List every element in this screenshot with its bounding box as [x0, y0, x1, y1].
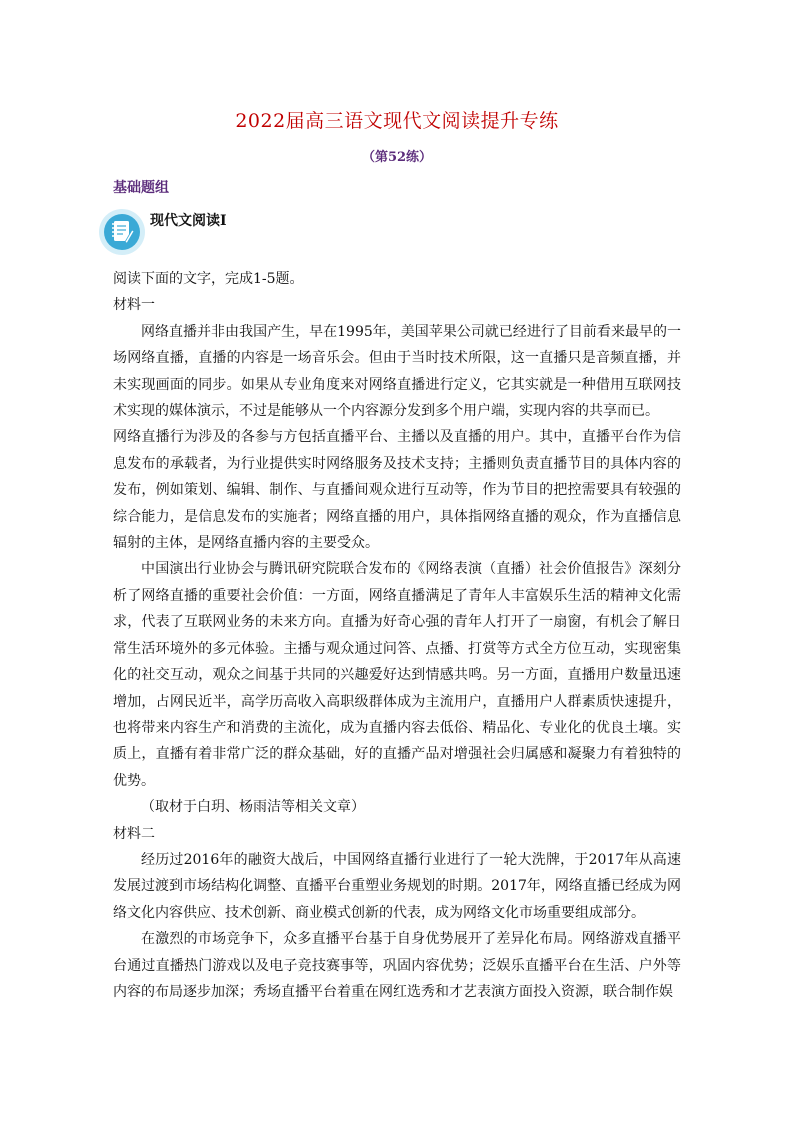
notebook-pen-icon	[98, 208, 146, 256]
paragraph: 中国演出行业协会与腾讯研究院联合发布的《网络表演（直播）社会价值报告》深刻分析了网络直播的重要社会价值：一方面，网络直播满足了青年人丰富娱乐生活的精神文化需求，代表了互联网业务的未来方向。直播为好奇心强的青年人打开了一扇窗，有机会了解日常生活环境外的多元体验。主播与观众通过问答、点播、打赏等方式全方位互动，实现密集化的社交互动，观众之间基于共同的兴趣爱好达到情感共鸣。另一方面，直播用户数量迅速增加，占网民近半，高学历高收入高职级群体成为主流用户，直播用户人群素质快速提升，也将带来内容生产和消费的主流化，成为直播内容去低俗、精品化、专业化的优良土壤。实质上，直播有着非常广泛的群众基础，好的直播产品对增强社会归属感和凝聚力有着独特的优势。	[113, 561, 681, 789]
paragraph: 网络直播并非由我国产生，早在1995年，美国苹果公司就已经进行了目前看来最早的一场网络直播，直播的内容是一场音乐会。但由于当时技术所限，这一直播只是音频直播，并未实现画面的同步。如果从专业角度来对网络直播进行定义，它其实就是一种借用互联网技术实现的媒体演示，不过是能够从一个内容源分发到多个用户端，实现内容的共享而已。	[113, 323, 681, 420]
article-body	[113, 266, 681, 1005]
material-label: 材料二	[113, 825, 155, 842]
page-subtitle: （第52练）	[361, 150, 433, 165]
paragraph: 经历过2016年的融资大战后，中国网络直播行业进行了一轮大洗牌，于2017年从高速发展过渡到市场结构化调整、直播平台重塑业务规划的时期。2017年，网络直播已经成为网络文化内容供应、技术创新、商业模式创新的代表，成为网络文化市场重要组成部分。	[113, 851, 681, 921]
paragraph: 网络直播行为涉及的各参与方包括直播平台、主播以及直播的用户。其中，直播平台作为信息发布的承载者，为行业提供实时网络服务及技术支持；主播则负责直播节目的具体内容的发布，例如策划、编辑、制作、与直播间观众进行互动等，作为节目的把控需要具有较强的综合能力，是信息发布的实施者；网络直播的用户，具体指网络直播的观众，作为直播信息辐射的主体，是网络直播内容的主要受众。	[113, 429, 681, 552]
instruction-text: 阅读下面的文字，完成1-5题。	[113, 271, 304, 287]
source-note: （取材于白玥、杨雨洁等相关文章）	[141, 799, 365, 816]
section-heading: 现代文阅读Ⅰ	[150, 213, 227, 229]
group-label: 基础题组	[113, 180, 169, 196]
page-title: 2022届高三语文现代文阅读提升专练	[235, 110, 559, 132]
paragraph: 在激烈的市场竞争下，众多直播平台基于自身优势展开了差异化布局。网络游戏直播平台通过直播热门游戏以及电子竞技赛事等，巩固内容优势；泛娱乐直播平台在生活、户外等内容的布局逐步加深；秀场直播平台着重在网红选秀和才艺表演方面投入资源，联合制作娱	[113, 931, 681, 1000]
material-label: 材料一	[113, 297, 155, 314]
